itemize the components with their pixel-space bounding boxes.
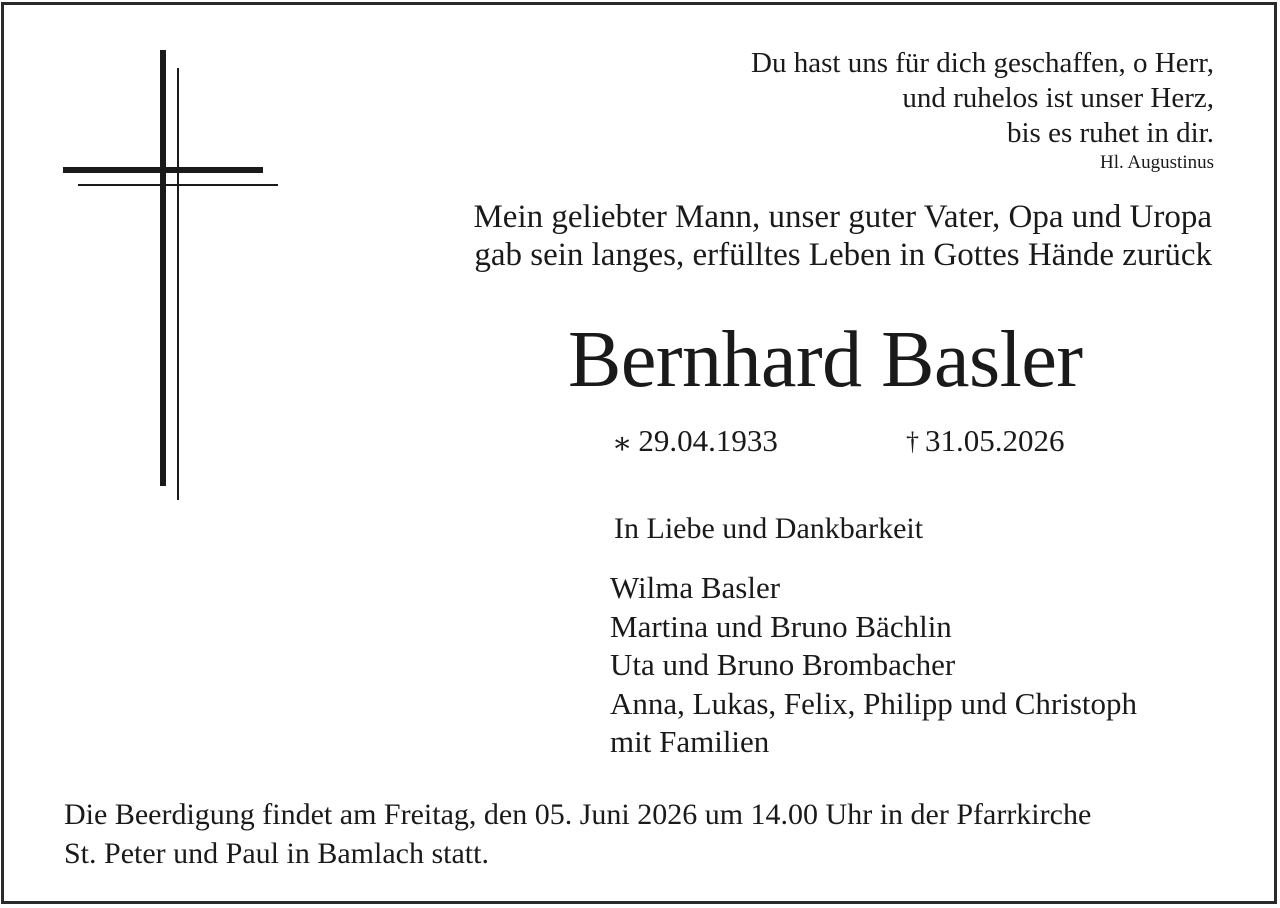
deceased-name: Bernhard Basler	[568, 316, 1083, 404]
cross-vertical-line	[177, 68, 179, 500]
mourner-name: Anna, Lukas, Felix, Philipp und Christoph	[610, 685, 1137, 721]
birth-date: 29.04.1933	[638, 423, 778, 458]
mourner-name: Wilma Basler	[610, 570, 781, 605]
funeral-line: St. Peter und Paul in Bamlach statt.	[64, 837, 489, 870]
death-dagger-icon: †	[906, 427, 919, 456]
cross-icon	[60, 50, 282, 502]
funeral-info	[64, 795, 1091, 873]
intro-line: Mein geliebter Mann, unser guter Vater, Opa und Uropa	[473, 199, 1212, 235]
thanks-line: In Liebe und Dankbarkeit	[614, 512, 924, 545]
birth-date-row	[612, 422, 778, 463]
quote-line: Du hast uns für dich geschaffen, o Herr,	[751, 47, 1214, 79]
mourner-name: mit Familien	[610, 724, 770, 759]
quote-line: und ruhelos ist unser Herz,	[902, 82, 1214, 114]
quote-line: bis es ruhet in dir.	[1006, 117, 1214, 149]
intro-line: gab sein langes, erfülltes Leben in Gottes Hände zurück	[474, 237, 1212, 273]
birth-star-icon: ∗	[612, 427, 633, 460]
cross-vertical-bar	[160, 50, 166, 486]
quote-author: Hl. Augustinus	[1099, 152, 1214, 173]
mourner-name: Martina und Bruno Bächlin	[610, 608, 952, 644]
bible-quote	[751, 46, 1214, 175]
mourners-list	[610, 569, 1137, 762]
mourner-name: Uta und Bruno Brombacher	[610, 647, 956, 682]
death-date: 31.05.2026	[925, 423, 1065, 458]
cross-horizontal-line	[78, 184, 278, 186]
funeral-line: Die Beerdigung findet am Freitag, den 05. Juni 2026 um 14.00 Uhr in der Pfarrkirche	[64, 798, 1092, 831]
cross-horizontal-bar	[63, 167, 263, 173]
intro-text	[473, 198, 1212, 274]
death-date-row	[906, 422, 1065, 461]
